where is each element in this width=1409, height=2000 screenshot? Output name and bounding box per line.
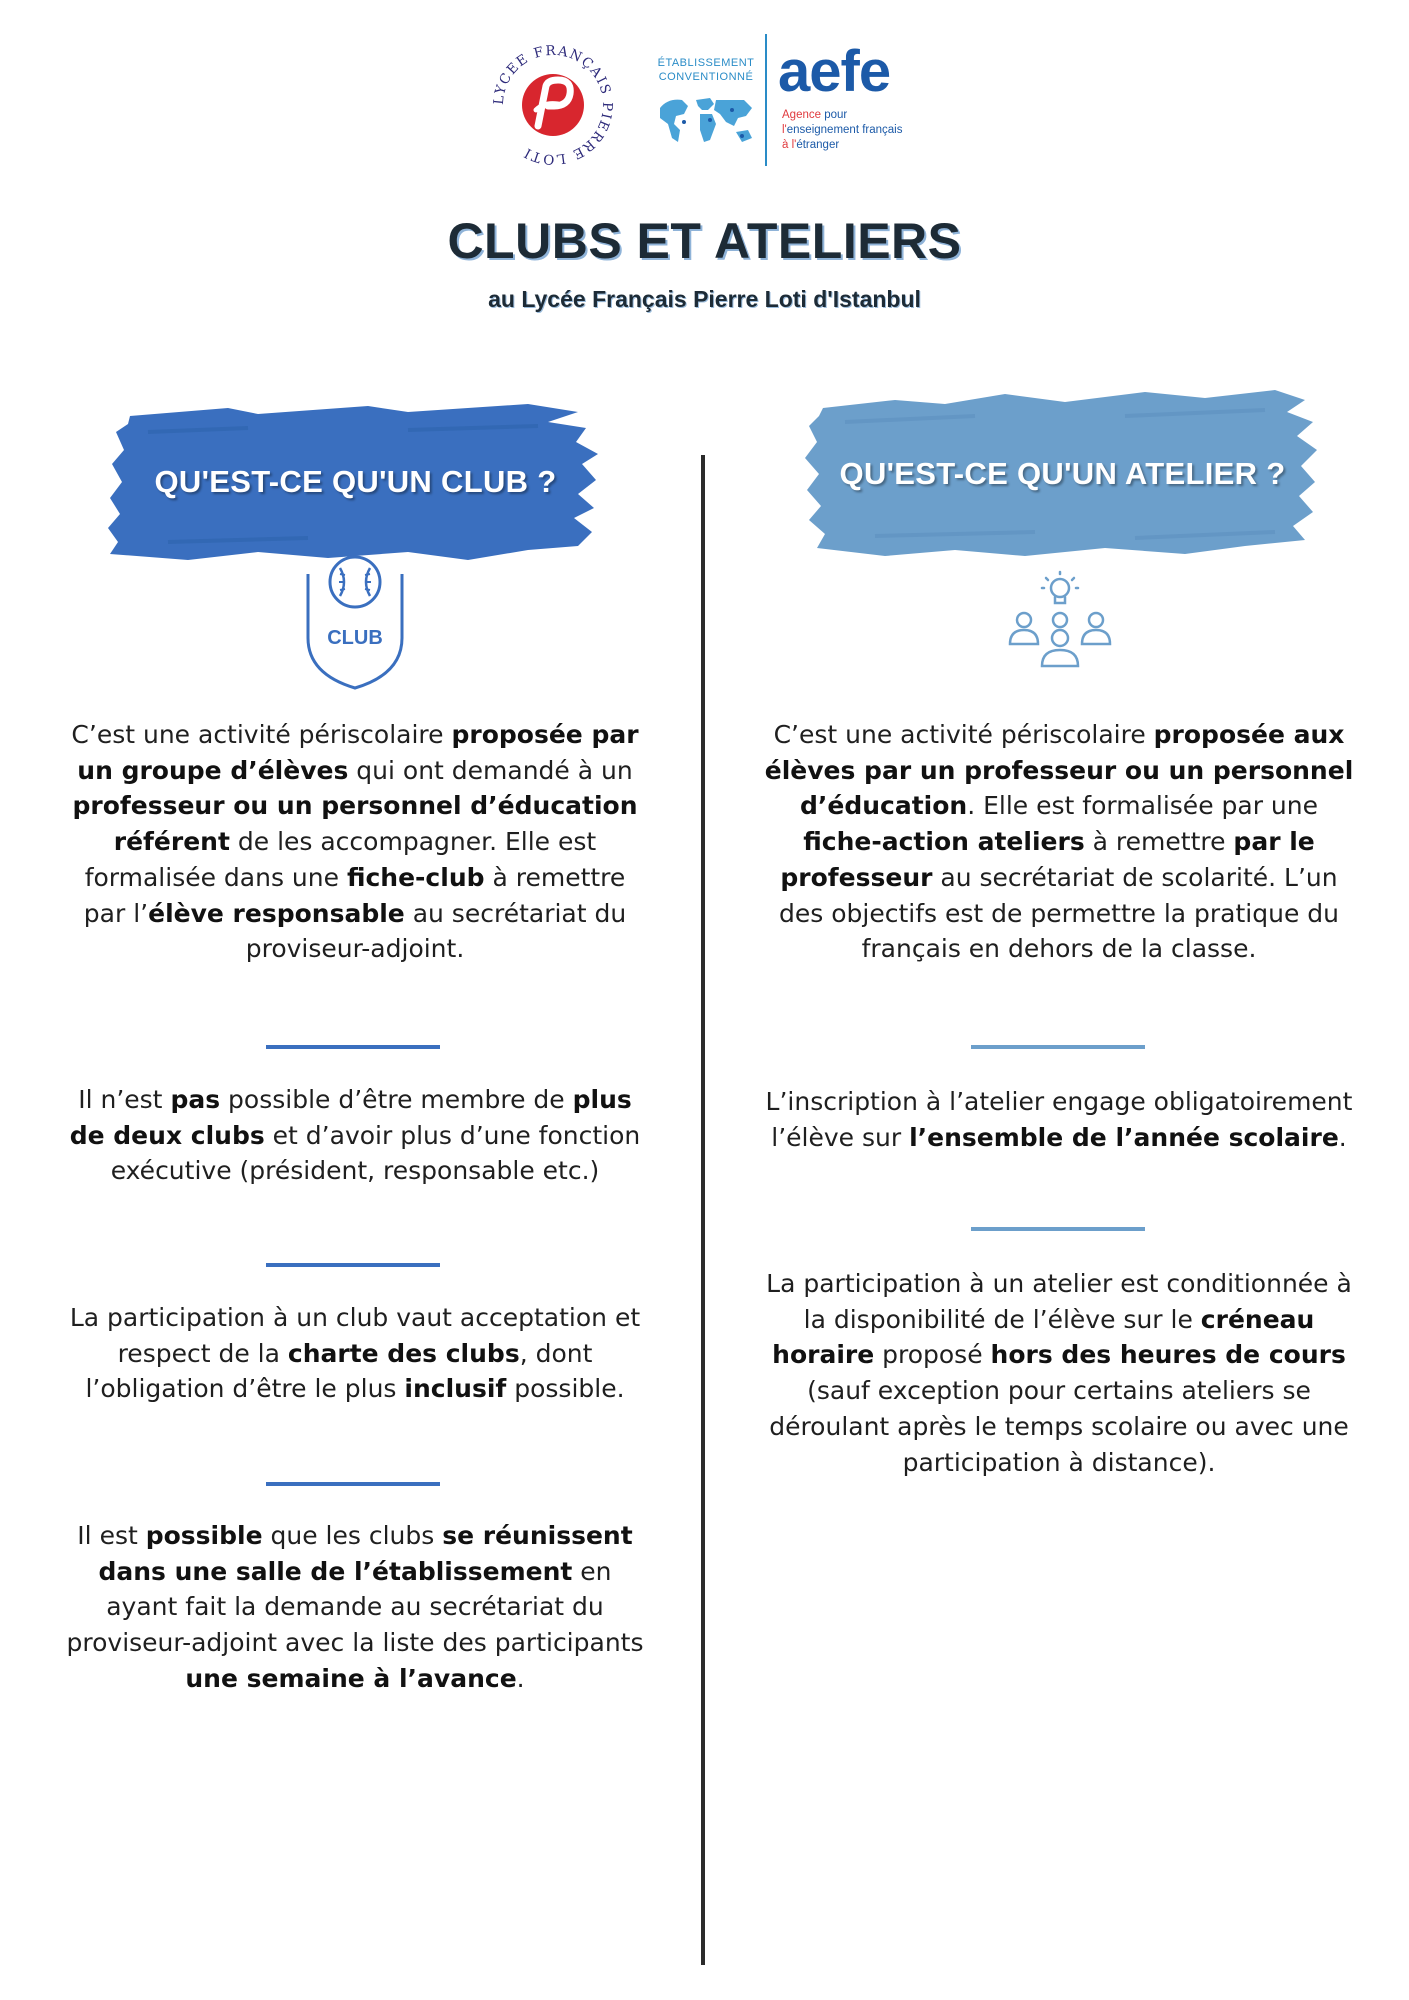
aefe-badge-text: [650, 56, 762, 84]
club-charter-paragraph: La participation à un club vaut acceptation et respect de la charte des clubs, dont l’obligation d’être le plus inclusif possible.: [69, 1303, 641, 1404]
page-title: CLUBS ET ATELIERS: [447, 213, 962, 269]
aefe-divider: [765, 34, 767, 166]
aefe-badge-line-1: ÉTABLISSEMENT: [657, 57, 755, 69]
atelier-banner: [805, 386, 1320, 561]
club-separator-2: [266, 1263, 440, 1267]
aefe-tagline: Agence pour l'enseignement français à l'étranger: [782, 109, 903, 151]
club-separator-1: [266, 1045, 440, 1049]
page-subtitle: au Lycée Français Pierre Loti d'Istanbul: [488, 286, 921, 312]
column-divider: [701, 455, 705, 1965]
club-icon-label: CLUB: [327, 627, 383, 649]
club-definition-paragraph: C’est une activité périscolaire proposée par un groupe d’élèves qui ont demandé à un professeur ou un personnel d’éducation référent de les accompagner. Elle est formalisée dans une fiche-club à remettre par l’élève responsable au secrétariat du proviseur-adjoint.: [71, 720, 639, 964]
club-banner: [108, 402, 603, 562]
atelier-banner-title: QU'EST-CE QU'UN ATELIER ?: [839, 455, 1286, 491]
aefe-logo: [650, 34, 930, 169]
world-map-icon: [654, 92, 758, 154]
atelier-separator-2: [971, 1227, 1145, 1231]
club-room-booking-paragraph: Il est possible que les clubs se réunissent dans une salle de l’établissement en ayant fait la demande au secrétariat du proviseur-adjoint avec la liste des participants une semaine à l’avance.: [66, 1521, 644, 1693]
aefe-wordmark: aefe: [778, 39, 891, 104]
atelier-registration-paragraph: L’inscription à l’atelier engage obligatoirement l’élève sur l’ensemble de l’année scolaire.: [765, 1087, 1353, 1152]
atelier-schedule-paragraph: La participation à un atelier est conditionnée à la disponibilité de l’élève sur le créneau horaire proposé hors des heures de cours (sauf exception pour certains ateliers se déroulant après le temps scolaire ou avec une participation à distance).: [766, 1269, 1352, 1477]
lycee-logo-ring-text: LYCEE FRANÇAIS PIERRE LOTI: [490, 42, 616, 168]
atelier-definition-paragraph: C’est une activité périscolaire proposée aux élèves par un professeur ou un personnel d’éducation. Elle est formalisée par une fiche-action ateliers à remettre par le professeur au secrétariat de scolarité. L’un des objectifs est de permettre la pratique du français en dehors de la classe.: [764, 720, 1354, 964]
atelier-separator-1: [971, 1045, 1145, 1049]
club-banner-title: QU'EST-CE QU'UN CLUB ?: [154, 464, 557, 499]
team-idea-icon: [1000, 570, 1120, 670]
aefe-badge-line-2: CONVENTIONNÉ: [658, 71, 754, 83]
club-badge-icon: [300, 552, 410, 692]
club-separator-3: [266, 1482, 440, 1486]
lycee-pierre-loti-logo: [488, 40, 618, 170]
club-membership-rule-paragraph: Il n’est pas possible d’être membre de plus de deux clubs et d’avoir plus d’une fonction exécutive (président, responsable etc.): [69, 1085, 641, 1186]
